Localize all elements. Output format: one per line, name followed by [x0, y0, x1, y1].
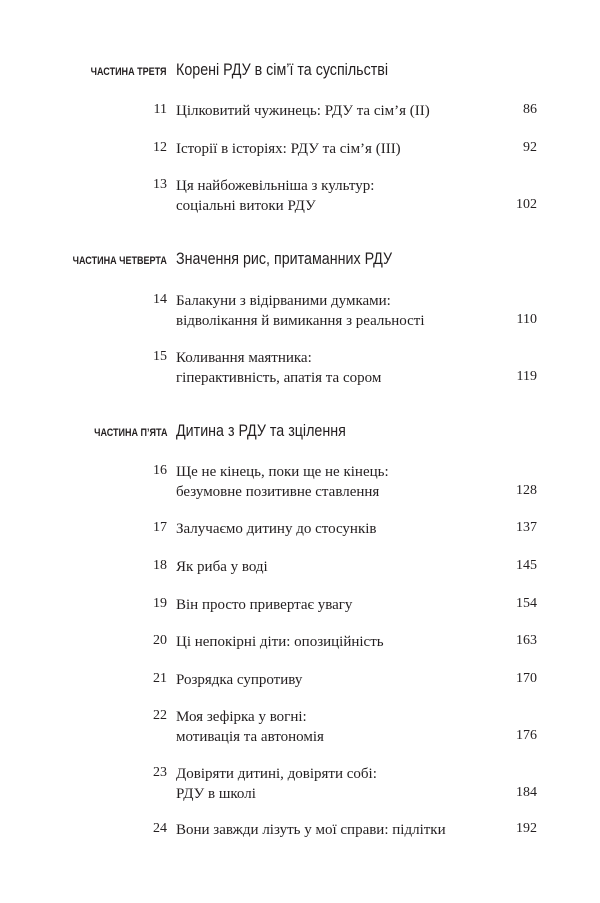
chapter-title-line: Як риба у воді	[176, 559, 268, 575]
chapter-title	[176, 670, 302, 690]
chapter-title-line: гіперактивність, апатія та сором	[176, 370, 382, 386]
chapter-title-line: Ці непокірні діти: опозиційність	[176, 634, 384, 650]
part-title: Корені РДУ в сім’ї та суспільстві	[176, 60, 389, 79]
chapter-title	[176, 707, 324, 747]
page-number: 163	[516, 633, 537, 648]
page-number: 170	[516, 671, 537, 686]
page-number: 137	[516, 520, 537, 535]
chapter-title	[176, 595, 352, 615]
chapter-title-line: Коливання маятника:	[176, 350, 312, 366]
chapter-title	[176, 291, 424, 331]
chapter-number: 11	[153, 102, 167, 117]
chapter-title-line: соціальні витоки РДУ	[176, 198, 316, 214]
chapter-title-line: Довіряти дитині, довіряти собі:	[176, 766, 377, 782]
chapter-title	[176, 462, 389, 502]
chapter-number: 20	[153, 633, 167, 648]
page-number: 128	[516, 483, 537, 498]
chapter-number: 17	[153, 520, 167, 535]
chapter-number: 18	[153, 558, 167, 573]
chapter-number: 16	[153, 463, 167, 478]
part-label: ЧАСТИНА ТРЕТЯ	[91, 66, 167, 78]
chapter-title	[176, 176, 374, 216]
chapter-title-line: Історії в історіях: РДУ та сім’я (III)	[176, 141, 401, 157]
page-number: 176	[516, 728, 537, 743]
part-label: ЧАСТИНА ЧЕТВЕРТА	[72, 255, 167, 267]
page-number: 86	[523, 102, 537, 117]
chapter-title-line: відволікання й вимикання з реальності	[176, 313, 425, 329]
chapter-title-line: безумовне позитивне ставлення	[176, 484, 380, 500]
chapter-title	[176, 820, 446, 840]
chapter-title-line: Залучаємо дитину до стосунків	[176, 521, 377, 537]
page-number: 92	[523, 140, 537, 155]
chapter-title-line: Він просто привертає увагу	[176, 597, 353, 613]
chapter-title-line: Цілковитий чужинець: РДУ та сім’я (II)	[176, 103, 430, 119]
chapter-title	[176, 348, 381, 388]
chapter-title-line: Балакуни з відірваними думками:	[176, 293, 391, 309]
part-title: Дитина з РДУ та зцілення	[176, 421, 346, 440]
chapter-title	[176, 557, 268, 577]
chapter-number: 22	[153, 708, 167, 723]
chapter-title-line: Моя зефірка у вогні:	[176, 709, 307, 725]
page-number: 145	[516, 558, 537, 573]
chapter-title-line: мотивація та автономія	[176, 729, 324, 745]
page-number: 192	[516, 821, 537, 836]
chapter-title	[176, 764, 377, 804]
part-label: ЧАСТИНА П’ЯТА	[93, 427, 167, 439]
chapter-title	[176, 101, 430, 121]
page-number: 102	[516, 197, 537, 212]
chapter-title	[176, 632, 384, 652]
chapter-number: 12	[153, 140, 167, 155]
chapter-title	[176, 519, 377, 539]
chapter-title-line: Розрядка супротиву	[176, 672, 303, 688]
part-title: Значення рис, притаманних РДУ	[176, 249, 393, 268]
chapter-title-line: Ця найбожевільніша з культур:	[176, 178, 375, 194]
chapter-number: 14	[153, 292, 167, 307]
page-number: 110	[516, 312, 537, 327]
chapter-number: 21	[153, 671, 167, 686]
chapter-number: 15	[153, 349, 167, 364]
chapter-number: 19	[153, 596, 167, 611]
chapter-title-line: РДУ в школі	[176, 786, 256, 802]
chapter-number: 23	[153, 765, 167, 780]
page-number: 184	[516, 785, 537, 800]
chapter-title	[176, 139, 401, 159]
chapter-title-line: Ще не кінець, поки ще не кінець:	[176, 464, 389, 480]
chapter-number: 24	[153, 821, 167, 836]
page-number: 154	[516, 596, 537, 611]
chapter-title-line: Вони завжди лізуть у мої справи: підлітки	[176, 822, 446, 838]
chapter-number: 13	[153, 177, 167, 192]
page-number: 119	[516, 369, 537, 384]
